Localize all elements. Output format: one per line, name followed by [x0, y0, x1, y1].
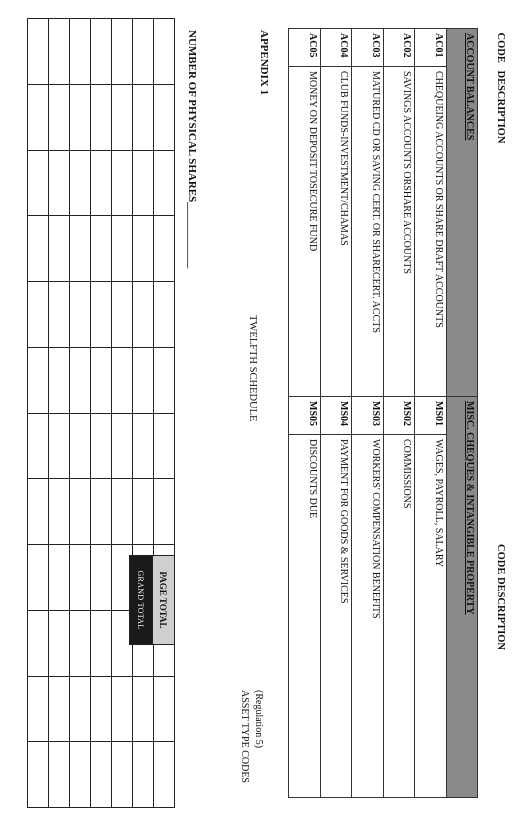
left-description: CHEQUEING ACCOUNTS OR SHARE DRAFT ACCOUNTS [415, 67, 446, 397]
right-code: MS03 [352, 397, 383, 435]
left-description: SAVINGS ACCOUNTS ORSHARE ACCOUNTS [383, 67, 414, 397]
asset-code-table [288, 28, 508, 798]
left-code: AC02 [383, 29, 414, 67]
schedule-title: TWELFTH SCHEDULE [247, 315, 258, 422]
right-code: MS04 [320, 397, 351, 435]
right-description: WAGES, PAYROLL, SALARY [415, 435, 446, 798]
right-code: MS01 [415, 397, 446, 435]
header-row [478, 29, 509, 798]
left-description: MONEY ON DEPOSIT TOSECURE FUND [289, 67, 321, 397]
code-header: CODE [495, 32, 506, 63]
regulation-label: (Regulation 5) [253, 690, 264, 749]
table-row [289, 29, 321, 798]
left-description: MATURED CD OR SAVING CERT. OR SHARECERT. ACCTS [352, 67, 383, 397]
grid-row [112, 19, 133, 808]
right-code: MS02 [383, 397, 414, 435]
left-code: AC04 [320, 29, 351, 67]
grid-row [91, 19, 112, 808]
left-description: CLUB FUNDS-INVESTMENT/CHAMAS [320, 67, 351, 397]
grid-row [70, 19, 91, 808]
right-description: WORKERS' COMPENSATION BENEFITS [352, 435, 383, 798]
table-row [320, 29, 351, 798]
right-description: DISCOUNTS DUE [289, 435, 321, 798]
grid-row [28, 19, 49, 808]
page-total-cell: PAGE TOTAL [151, 555, 175, 645]
right-header: CODE DESCRIPTION [495, 544, 506, 650]
table-row [352, 29, 383, 798]
register-grid [27, 18, 175, 808]
left-code: AC05 [289, 29, 321, 67]
right-description: COMMISSIONS [383, 435, 414, 798]
description-header: DESCRIPTION [495, 70, 506, 144]
table-row [415, 29, 446, 798]
table-row [383, 29, 414, 798]
register-grid-table [27, 18, 175, 808]
account-balances-category: ACCOUNT BALANCES [446, 29, 477, 397]
asset-code-grid [288, 28, 508, 798]
grid-row [49, 19, 70, 808]
category-row [446, 29, 477, 798]
appendix-label: APPENDIX 1 [258, 30, 270, 96]
physical-shares-label: NUMBER OF PHYSICAL SHARES____________ [186, 30, 198, 269]
grid-row [154, 19, 175, 808]
misc-cheques-category: MISC. CHEQUES & INTANGIBLE PROPERTY [446, 397, 477, 798]
grid-row [133, 19, 154, 808]
left-code: AC01 [415, 29, 446, 67]
left-code: AC03 [352, 29, 383, 67]
asset-type-codes-label: ASSET TYPE CODES [239, 690, 250, 783]
grand-total-cell: GRAND TOTAL [129, 555, 153, 645]
right-description: PAYMENT FOR GOODS & SERVICES [320, 435, 351, 798]
right-code: MS05 [289, 397, 321, 435]
